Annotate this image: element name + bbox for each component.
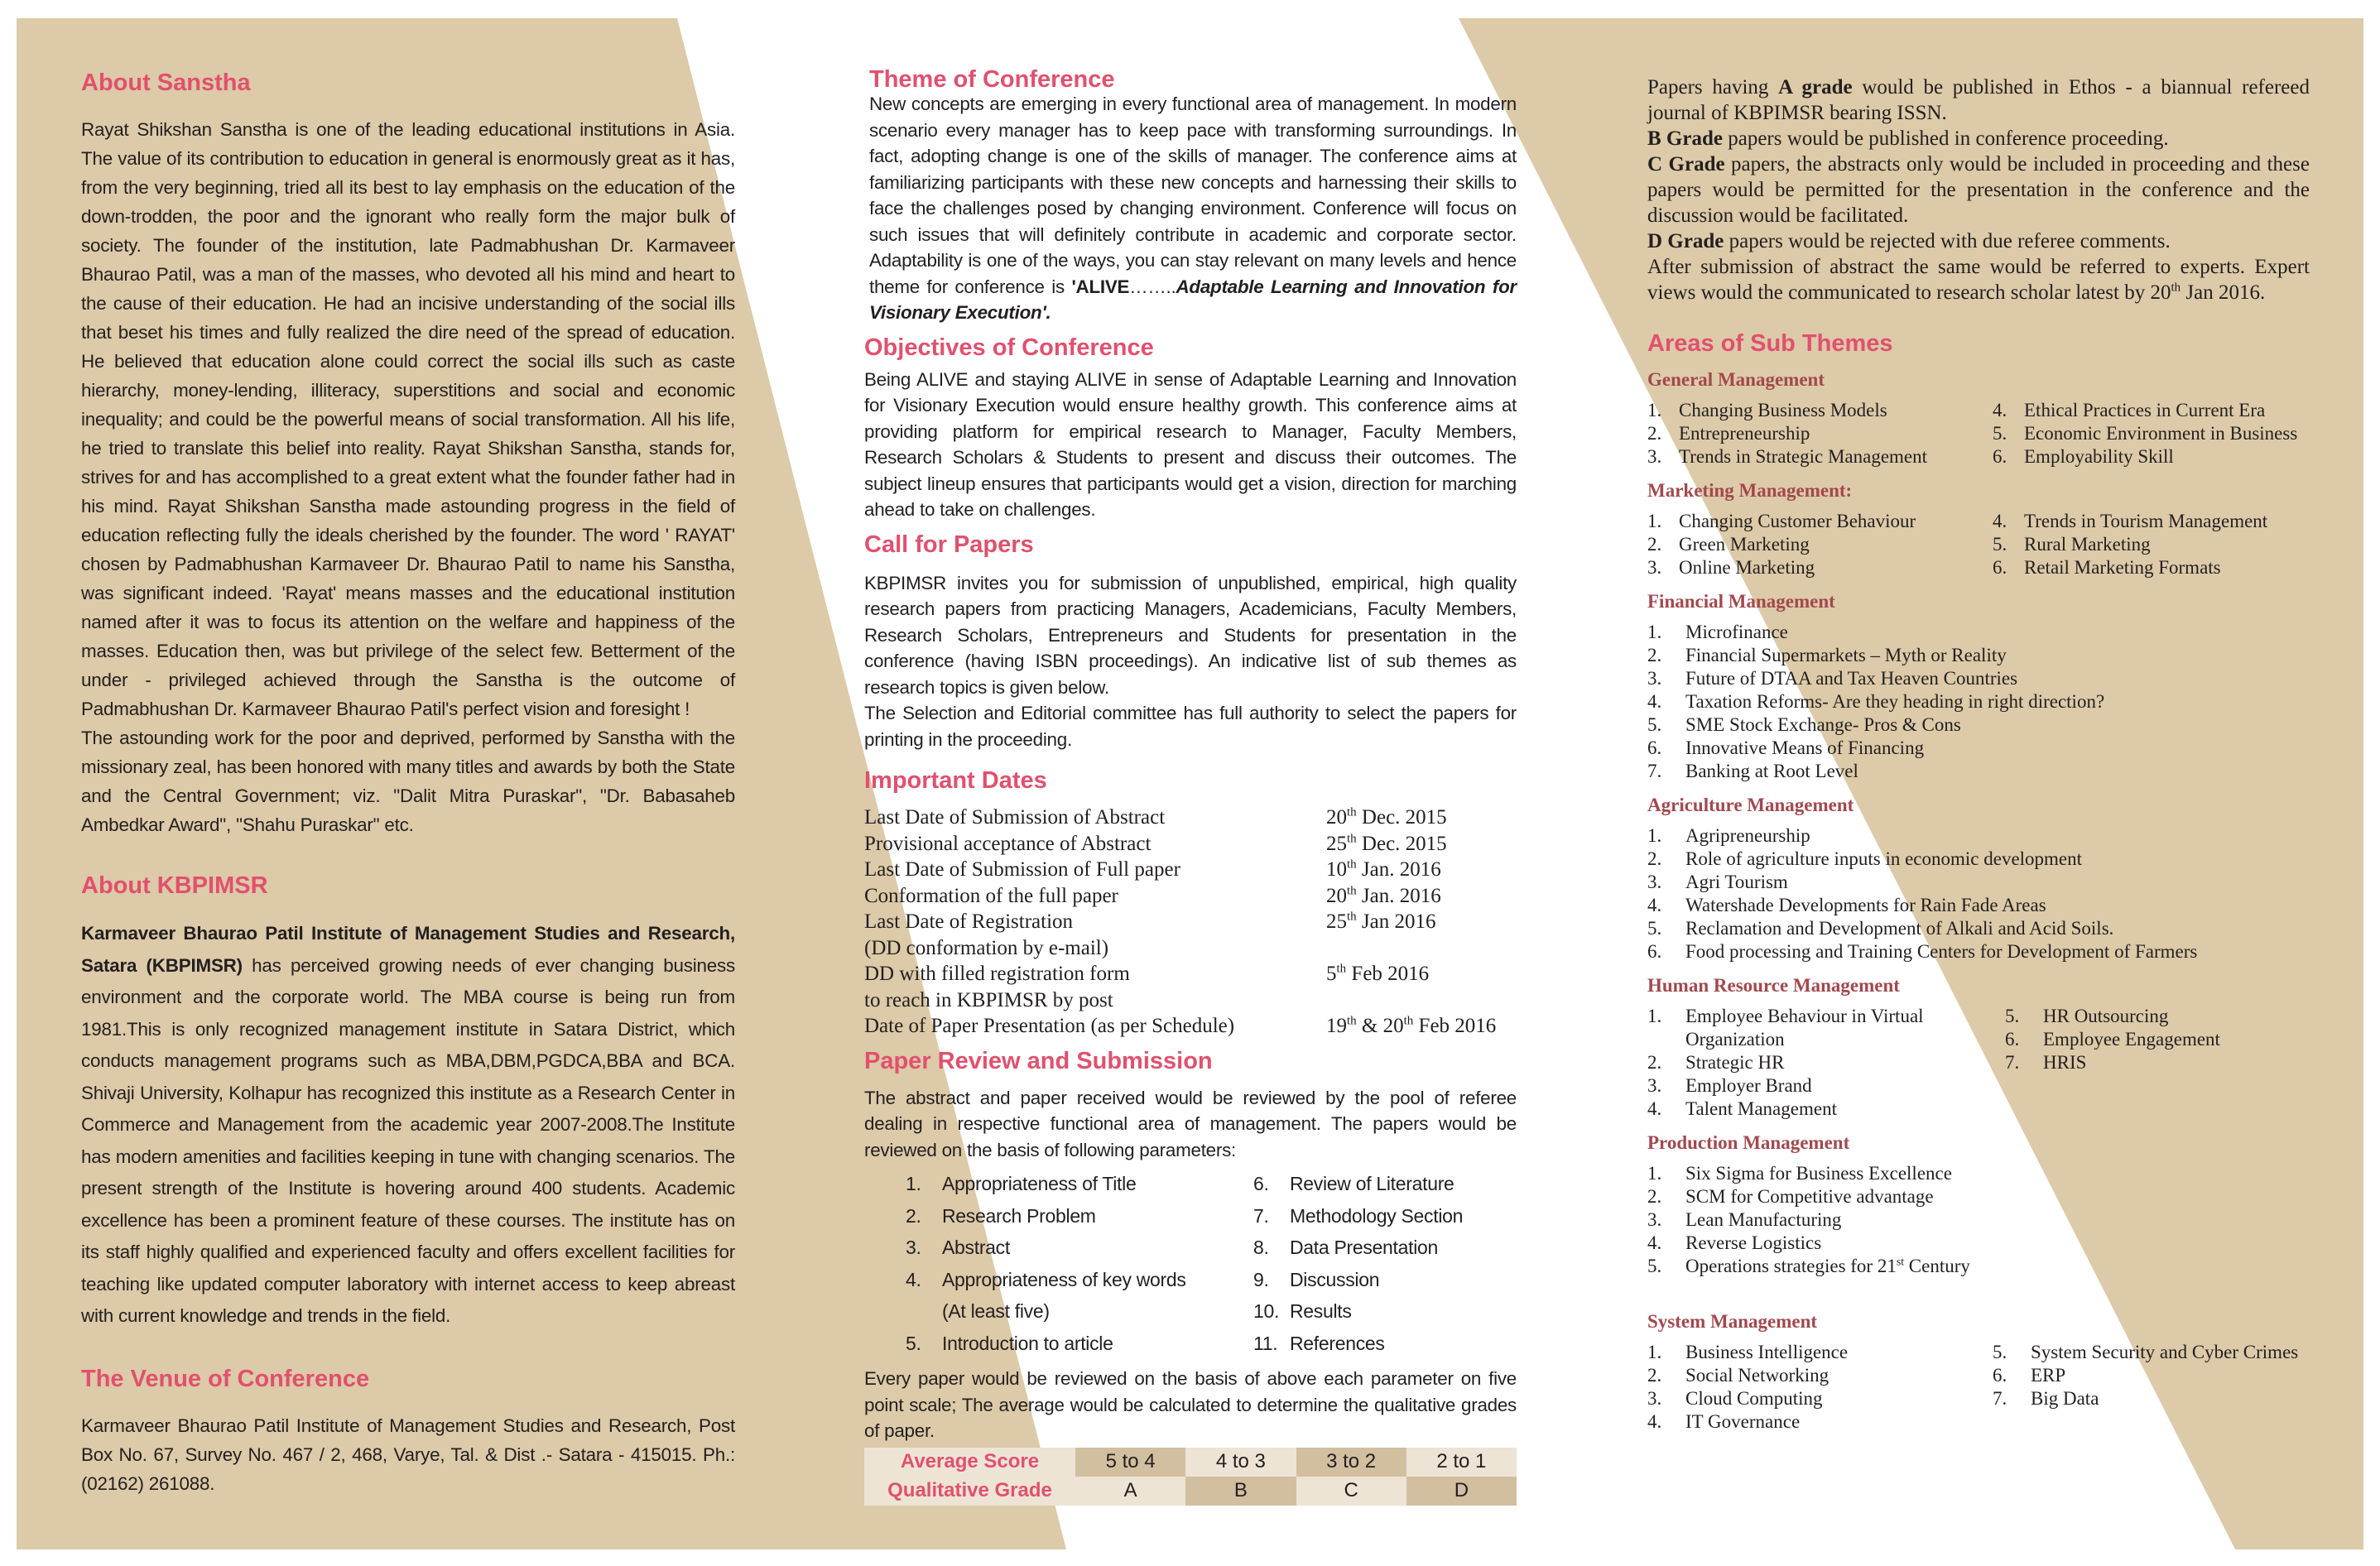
theme-item [1647, 1341, 1974, 1364]
parameter-number: 8. [1253, 1237, 1269, 1258]
date-value: 19th & 20th Feb 2016 [1326, 1014, 1497, 1037]
parameter-text: Results [1290, 1300, 1352, 1322]
theme-text: Talent Management [1685, 1098, 1837, 1119]
theme-item [2005, 1051, 2320, 1074]
theme-number: 1. [1647, 1163, 1662, 1184]
date-row [864, 857, 1517, 883]
venue-address: Karmaveer Bhaurao Patil Institute of Management Studies and Research, Post Box No. 67, Survey No. 467 / 2, 468, Varye, Tal. & Dist .- Satara - 415015. Ph.: (02162) 261088. [81, 1415, 735, 1494]
theme-item [1647, 1051, 1987, 1074]
parameter-item [1253, 1295, 1543, 1328]
theme-item [1647, 713, 2310, 737]
average-score-label: Average Score [864, 1448, 1075, 1477]
general-list-right [1993, 399, 2324, 468]
theme-number: 4. [1647, 1232, 1662, 1253]
financial-management-heading: Financial Management [1647, 591, 1835, 612]
theme-item [1993, 445, 2324, 468]
date-value: 25th Jan 2016 [1326, 910, 1436, 933]
theme-text: Online Marketing [1679, 557, 1815, 578]
theme-number: 4. [1993, 511, 2007, 531]
theme-item [1647, 422, 1974, 445]
parameter-item [906, 1328, 1253, 1360]
theme-number: 3. [1647, 446, 1662, 467]
theme-number: 6. [1647, 941, 1662, 962]
theme-text: System Security and Cyber Crimes [2031, 1342, 2299, 1362]
theme-text: Entrepreneurship [1679, 423, 1810, 444]
theme-text: Changing Customer Behaviour [1679, 511, 1916, 531]
expert-review-end: Jan 2016. [2180, 281, 2266, 304]
production-list [1647, 1162, 2310, 1278]
theme-item [1647, 871, 2310, 894]
theme-item [1647, 690, 2310, 713]
parameter-text: Research Problem [942, 1204, 1096, 1227]
theme-number: 6. [2005, 1029, 2020, 1050]
theme-text: Economic Environment in Business [2024, 423, 2298, 444]
parameter-number: 6. [1253, 1173, 1269, 1194]
grade-name: C Grade [1647, 153, 1725, 175]
marketing-list-left [1647, 510, 1974, 579]
theme-item [1993, 1387, 2324, 1410]
date-value: 20th Jan. 2016 [1326, 884, 1441, 907]
parameter-item [1253, 1232, 1543, 1264]
theme-number: 4. [1647, 691, 1662, 712]
review-section [864, 1048, 1517, 1506]
system-list-right [1993, 1341, 2324, 1434]
theme-item [1647, 1098, 1987, 1121]
theme-number: 1. [1647, 622, 1662, 642]
date-label: Date of Paper Presentation (as per Schedule) [864, 1015, 1235, 1037]
theme-text: Employee Behaviour in Virtual Organization [1685, 1006, 1924, 1050]
theme-item [1993, 422, 2324, 445]
theme-item [1993, 510, 2324, 533]
parameter-number [906, 1295, 942, 1328]
theme-item [1647, 917, 2310, 940]
theme-item [1647, 1162, 2310, 1185]
parameter-item [1253, 1264, 1543, 1296]
theme-item [1647, 894, 2310, 917]
parameter-item [906, 1232, 1253, 1264]
theme-number: 2. [1647, 645, 1662, 665]
grade-cell: D [1406, 1477, 1517, 1506]
kbpimsr-body: has perceived growing needs of ever changing business environment and the corporate world. The MBA course is being run from 1981.This is only recognized management institute in Satara District, which conducts management programs such as MBA,DBM,PGDCA,BBA and BCA. Shivaji University, Kolhapur has recognized this institute as a Research Center in Commerce and Management from the academic year 2007-2008.The Institute has modern amenities and facilities keeping in tune with changing scenarios. The present strength of the Institute is hovering around 400 students. Academic excellence has been a prominent feature of these courses. The institute has on its staff highly qualified and experienced faculty and offers excellent facilities for teaching like updated computer laboratory with internet access to keep abreast with current knowledge and trends in the field. [81, 954, 735, 1326]
objectives-para: Being ALIVE and staying ALIVE in sense of Adaptable Learning and Innovation for Visionary Execution would ensure healthy growth. This conference aims at providing platform for empirical research to Manager, Faculty Members, Research Scholars & Students to present and discuss their outcomes. The subject lineup ensures that participants would get a vision, direction for marching ahead to take on challenges. [864, 368, 1517, 520]
theme-text: Future of DTAA and Tax Heaven Countries [1685, 668, 2018, 689]
date-label: Last Date of Registration [864, 910, 1074, 933]
parameter-text: Appropriateness of Title [942, 1173, 1137, 1194]
general-list-left [1647, 399, 1974, 468]
hr-theme-grid [1647, 1005, 2310, 1121]
theme-number: 5. [1993, 534, 2007, 555]
theme-number: 2. [1647, 1186, 1662, 1207]
about-sanstha-section [81, 70, 735, 839]
theme-alive: 'ALIVE [1071, 276, 1130, 297]
marketing-list-right [1993, 510, 2324, 579]
grade-cell: C [1296, 1477, 1406, 1506]
theme-text: Social Networking [1685, 1365, 1829, 1386]
average-score-row [864, 1448, 1517, 1477]
theme-item [1647, 940, 2310, 963]
parameter-text: Discussion [1290, 1268, 1380, 1290]
date-label: to reach in KBPIMSR by post [864, 988, 1113, 1011]
dates-table [864, 805, 1517, 1040]
theme-item [1647, 510, 1974, 533]
hr-management-heading: Human Resource Management [1647, 975, 1900, 996]
date-label: Provisional acceptance of Abstract [864, 832, 1152, 855]
theme-item [1993, 533, 2324, 556]
theme-text: Innovative Means of Financing [1685, 737, 1925, 758]
date-row [864, 935, 1517, 962]
call-heading: Call for Papers [864, 531, 1034, 558]
date-row [864, 805, 1517, 831]
theme-text: Rural Marketing [2024, 534, 2151, 555]
theme-item [1993, 556, 2324, 579]
parameter-item [906, 1264, 1253, 1296]
parameter-number: 1. [906, 1173, 921, 1194]
theme-text: Agri Tourism [1685, 872, 1788, 892]
theme-number: 1. [1647, 1342, 1662, 1362]
parameter-text: (At least five) [942, 1300, 1050, 1322]
theme-text: Employer Brand [1685, 1075, 1812, 1096]
about-sanstha-awards-para: The astounding work for the poor and deprived, performed by Sanstha with the missionary zeal, has been honored with many titles and awards by both the State and the Central Government; viz. "Dalit Mitra Puraskar", "Dr. Babasaheb Ambedkar Award", "Shahu Puraskar" etc. [81, 728, 735, 835]
theme-item [2005, 1028, 2320, 1051]
theme-item [1647, 1005, 1987, 1051]
theme-item [1647, 737, 2310, 760]
theme-item [1647, 1074, 1987, 1098]
date-value: 5th Feb 2016 [1326, 962, 1430, 985]
theme-item [1993, 1341, 2324, 1364]
score-cell: 5 to 4 [1075, 1448, 1185, 1477]
theme-item [1647, 556, 1974, 579]
theme-text: ERP [2031, 1365, 2066, 1386]
theme-number: 5. [1647, 1256, 1662, 1276]
theme-text: Six Sigma for Business Excellence [1685, 1163, 1952, 1184]
parameter-number: 9. [1253, 1268, 1269, 1290]
score-cell: 4 to 3 [1185, 1448, 1296, 1477]
theme-text: Financial Supermarkets – Myth or Reality [1685, 645, 2007, 665]
parameter-number: 7. [1253, 1204, 1269, 1227]
theme-number: 4. [1647, 1411, 1662, 1432]
theme-text: Watershade Developments for Rain Fade Areas [1685, 895, 2046, 915]
score-cell: 2 to 1 [1406, 1448, 1517, 1477]
theme-text: Reverse Logistics [1685, 1232, 1822, 1253]
date-value [1326, 987, 1517, 1014]
date-suffix: th [1347, 857, 1357, 872]
call-para-2: The Selection and Editorial committee has full authority to select the papers for printing in the proceeding. [864, 703, 1517, 750]
venue-heading: The Venue of Conference [81, 1365, 370, 1392]
theme-expansion: Adaptable Learning and Innovation for Visionary Execution'. [869, 276, 1517, 323]
score-cell: 3 to 2 [1296, 1448, 1406, 1477]
date-label: Last Date of Submission of Full paper [864, 858, 1180, 881]
theme-item [1647, 1410, 1974, 1434]
theme-text: Reclamation and Development of Alkali and Acid Soils. [1685, 918, 2114, 939]
theme-body: New concepts are emerging in every functional area of management. In modern scenario every manager has to keep pace with transforming surroundings. In fact, adopting change is one of the skills of manager. The conference aims at familiarizing participants with these new concepts and harnessing their skills to face the challenges posed by changing environment. Conference will focus on such issues that will definitely contribute in academic and corporate sector. Adaptability is one of the ways, you can stay relevant on many levels and hence theme for conference is [869, 94, 1517, 297]
date-label: DD with filled registration form [864, 963, 1130, 985]
about-kbpimsr-section [81, 872, 735, 1333]
objectives-section [864, 334, 1517, 523]
theme-number: 5. [2005, 1006, 2020, 1026]
theme-number: 3. [1647, 1209, 1662, 1230]
grade-name: D Grade [1647, 230, 1724, 252]
date-row [864, 831, 1517, 857]
parameter-number: 4. [906, 1268, 921, 1290]
theme-text: Business Intelligence [1685, 1342, 1849, 1362]
date-value: 20th Dec. 2015 [1326, 805, 1447, 829]
theme-text: Banking at Root Level [1685, 761, 1858, 781]
parameter-item [906, 1200, 1253, 1232]
theme-item [1647, 1232, 2310, 1255]
theme-number: 1. [1647, 825, 1662, 846]
theme-text: Employability Skill [2024, 446, 2174, 467]
expert-review-text: After submission of abstract the same would be referred to experts. Expert views would the communicated to research scholar latest by 20 [1647, 256, 2310, 304]
grade-name: B Grade [1647, 127, 1723, 150]
theme-item [1647, 1208, 2310, 1232]
theme-number: 6. [1647, 737, 1662, 758]
theme-text: Big Data [2031, 1388, 2099, 1409]
financial-list [1647, 621, 2310, 783]
theme-number: 7. [2005, 1052, 2020, 1073]
parameter-text: Abstract [942, 1237, 1010, 1258]
theme-number: 1. [1647, 1006, 1662, 1026]
general-theme-grid [1647, 399, 2310, 468]
expert-review-para [1647, 254, 2310, 305]
qualitative-grade-row [864, 1477, 1517, 1506]
date-row [864, 883, 1517, 910]
theme-number: 3. [1647, 1075, 1662, 1096]
parameter-item [1253, 1328, 1543, 1360]
about-kbpimsr-para [81, 918, 735, 1333]
dates-heading: Important Dates [864, 767, 1047, 794]
theme-number: 6. [1993, 1365, 2007, 1386]
grading-intro [1647, 74, 2310, 254]
theme-number: 4. [1647, 895, 1662, 915]
date-suffix: th [1347, 805, 1357, 819]
theme-text: Green Marketing [1679, 534, 1810, 555]
theme-text: SME Stock Exchange- Pros & Cons [1685, 714, 1961, 735]
column-right [1647, 74, 2310, 1434]
general-management-heading: General Management [1647, 369, 1825, 390]
theme-number: 2. [1647, 848, 1662, 869]
parameter-text: Review of Literature [1290, 1173, 1454, 1194]
theme-item [1647, 1185, 2310, 1208]
theme-text: Lean Manufacturing [1685, 1209, 1842, 1230]
theme-text: HR Outsourcing [2043, 1006, 2169, 1026]
qualitative-grade-label: Qualitative Grade [864, 1477, 1075, 1506]
theme-text: Taxation Reforms- Are they heading in right direction? [1685, 691, 2105, 712]
kbpimsr-bold-lead: Karmaveer Bhaurao Patil Institute of Management Studies and Research, Satara (KBPIMSR) [81, 923, 735, 976]
marketing-theme-grid [1647, 510, 2310, 579]
theme-number: 1. [1647, 400, 1662, 420]
theme-number: 3. [1647, 1388, 1662, 1409]
theme-number: 3. [1647, 872, 1662, 892]
agriculture-management-heading: Agriculture Management [1647, 795, 1854, 815]
theme-item [1647, 445, 1974, 468]
date-suffix: th [1403, 1014, 1414, 1028]
theme-number: 5. [1993, 423, 2007, 444]
theme-text: Ethical Practices in Current Era [2024, 400, 2266, 420]
parameter-number: 3. [906, 1237, 921, 1258]
theme-text: Changing Business Models [1679, 400, 1887, 420]
grade-table [864, 1448, 1517, 1506]
date-suffix: th [1347, 910, 1357, 924]
theme-text: Trends in Strategic Management [1679, 446, 1928, 467]
theme-number: 6. [1993, 557, 2007, 578]
theme-number: 4. [1993, 400, 2007, 420]
grade-name: A grade [1778, 76, 1853, 98]
theme-text: Cloud Computing [1685, 1388, 1823, 1409]
parameter-item [1253, 1168, 1543, 1200]
hr-list-left [1647, 1005, 1987, 1121]
theme-item [1647, 621, 2310, 644]
theme-section [864, 68, 1517, 326]
review-scale-para: Every paper would be reviewed on the basis of above each parameter on five point scale; The average would be calculated to determine the qualitative grades of paper. [864, 1368, 1517, 1441]
theme-item [1647, 760, 2310, 783]
dates-section [864, 767, 1517, 1040]
theme-number: 3. [1647, 668, 1662, 689]
grade-cell: A [1075, 1477, 1185, 1506]
theme-number: 7. [1647, 761, 1662, 781]
sub-themes [1647, 369, 2310, 1434]
parameter-item [906, 1295, 1253, 1328]
theme-number: 2. [1647, 423, 1662, 444]
theme-text: Trends in Tourism Management [2024, 511, 2268, 531]
theme-dots: …….. [1129, 276, 1176, 297]
theme-item [1647, 1364, 1974, 1387]
about-kbpimsr-heading: About KBPIMSR [81, 872, 268, 899]
review-heading: Paper Review and Submission [864, 1047, 1213, 1074]
theme-item [1993, 1364, 2324, 1387]
review-parameters [906, 1168, 1517, 1359]
parameter-text: Introduction to article [942, 1332, 1113, 1354]
theme-number: 5. [1993, 1342, 2007, 1362]
theme-text: Microfinance [1685, 622, 1788, 642]
column-middle [864, 68, 1517, 1514]
about-sanstha-heading: About Sanstha [81, 70, 251, 96]
theme-text: Strategic HR [1685, 1052, 1785, 1073]
areas-heading: Areas of Sub Themes [1647, 330, 1893, 357]
theme-item [1647, 1387, 1974, 1410]
date-suffix: th [1347, 884, 1357, 898]
parameter-text: Appropriateness of key words [942, 1268, 1186, 1290]
theme-number: 2. [1647, 1052, 1662, 1073]
theme-text: Retail Marketing Formats [2024, 557, 2221, 578]
parameter-text: Data Presentation [1290, 1237, 1439, 1258]
grade-descriptions: Papers having A grade would be published in Ethos - a biannual refereed journal of KBPIMSR bearing ISSN. B Grade papers would be published in conference proceeding. C Grade papers, the abstracts only would be included in proceeding and these papers would be permitted for the presentation in the conference and the discussion would be facilitated. D Grade papers would be rejected with due referee comments. [1647, 76, 2310, 252]
production-management-heading: Production Management [1647, 1132, 1850, 1153]
theme-number: 2. [1647, 534, 1662, 555]
theme-item [1647, 824, 2310, 848]
theme-text: HRIS [2043, 1052, 2087, 1073]
date-value [1326, 935, 1517, 962]
theme-item [1647, 667, 2310, 690]
objectives-heading: Objectives of Conference [864, 334, 1154, 361]
theme-text: Agripreneurship [1685, 825, 1810, 846]
theme-text: SCM for Competitive advantage [1685, 1186, 1934, 1207]
parameter-text: References [1290, 1332, 1385, 1354]
theme-number: 2. [1647, 1365, 1662, 1386]
date-row [864, 987, 1517, 1014]
theme-number: 5. [1647, 714, 1662, 735]
column-left [81, 70, 735, 1521]
theme-item [1647, 644, 2310, 667]
date-suffix: th [1347, 832, 1357, 846]
date-suffix: th [1347, 1014, 1357, 1028]
theme-number: 1. [1647, 511, 1662, 531]
parameter-item [906, 1168, 1253, 1200]
theme-item [1647, 399, 1974, 422]
date-suffix: th [1336, 962, 1347, 976]
date-label: Last Date of Submission of Abstract [864, 806, 1166, 829]
system-theme-grid [1647, 1341, 2310, 1434]
theme-text: Operations strategies for 21st Century [1685, 1255, 1970, 1276]
theme-text: Food processing and Training Centers for Development of Farmers [1685, 941, 2198, 962]
theme-text: Role of agriculture inputs in economic development [1685, 848, 2083, 869]
call-for-papers-section [864, 531, 1517, 753]
theme-number: 4. [1647, 1098, 1662, 1119]
hr-list-right [2005, 1005, 2320, 1121]
parameter-number: 2. [906, 1204, 921, 1227]
review-para: The abstract and paper received would be reviewed by the pool of referee dealing in respective functional area of management. The papers would be reviewed on the basis of following parameters: [864, 1087, 1517, 1160]
parameter-number: 10. [1253, 1300, 1280, 1322]
agriculture-list [1647, 824, 2310, 963]
theme-text: Employee Engagement [2043, 1029, 2220, 1050]
date-value: 25th Dec. 2015 [1326, 832, 1447, 855]
system-list-left [1647, 1341, 1974, 1434]
theme-item [2005, 1005, 2320, 1028]
theme-item [1647, 848, 2310, 871]
theme-sup: st [1896, 1255, 1905, 1268]
date-row [864, 1013, 1517, 1040]
theme-para [864, 91, 1517, 326]
theme-item [1647, 533, 1974, 556]
parameter-text: Methodology Section [1290, 1204, 1464, 1227]
theme-number: 7. [1993, 1388, 2007, 1409]
grade-cell: B [1185, 1477, 1296, 1506]
theme-item [1993, 399, 2324, 422]
system-management-heading: System Management [1647, 1311, 1818, 1332]
theme-number: 6. [1993, 446, 2007, 467]
call-para: KBPIMSR invites you for submission of unpublished, empirical, high quality research papers from practicing Managers, Academicians, Faculty Members, Research Scholars, Entrepreneurs and Students for presentation in the conference (having ISBN proceedings). An indicative list of sub themes as research topics is given below. [864, 572, 1517, 698]
parameter-number: 5. [906, 1332, 921, 1354]
expert-review-sup: th [2171, 281, 2181, 295]
theme-item [1647, 1255, 2310, 1278]
marketing-management-heading: Marketing Management: [1647, 480, 1853, 501]
date-value: 10th Jan. 2016 [1326, 857, 1441, 881]
theme-heading: Theme of Conference [869, 66, 1115, 93]
theme-number: 3. [1647, 557, 1662, 578]
theme-number: 5. [1647, 918, 1662, 939]
date-row [864, 909, 1517, 935]
theme-text: IT Governance [1685, 1411, 1801, 1432]
about-sanstha-para: Rayat Shikshan Sanstha is one of the leading educational institutions in Asia. The value of its contribution to education in general is enormously great as it has, from the very beginning, tried all its best to lay emphasis on the education of the down-trodden, the poor and the ignorant who really form the major bulk of society. The founder of the institution, late Padmabhushan Dr. Karmaveer Bhaurao Patil, was a man of the masses, who devoted all his mind and heart to the cause of their education. He had an incisive understanding of the social ills that beset his times and fully realized the dire need of the spread of education. He believed that education alone could correct the social ills such as caste hierarchy, money-lending, illiteracy, superstitions and social and economic inequality; and could be the powerful means of social transformation. All his life, he tried to translate this belief into reality. Rayat Shikshan Sanstha, stands for, strives for and has accomplished to a great extent what the founder father had in his mind. Rayat Shikshan Sanstha made astounding progress in the field of education reflecting fully the ideals cherished by the founder. The word ' RAYAT' chosen by Padmabhushan Karmaveer Dr. Bhaurao Patil to name his Sanstha, was significant indeed. 'Rayat' means masses and the educational institution named after it was to focus its attention on the welfare and happiness of the masses. Education then, was but privilege of the select few. Betterment of the under - privileged achieved through the Sanstha is the outcome of Padmabhushan Dr. Karmaveer Bhaurao Patil's perfect vision and foresight ! [81, 119, 735, 719]
date-label: Conformation of the full paper [864, 884, 1118, 907]
venue-section [81, 1366, 735, 1498]
date-row [864, 961, 1517, 987]
parameter-number: 11. [1253, 1332, 1278, 1354]
parameter-item [1253, 1200, 1543, 1232]
date-label: (DD conformation by e-mail) [864, 936, 1109, 959]
